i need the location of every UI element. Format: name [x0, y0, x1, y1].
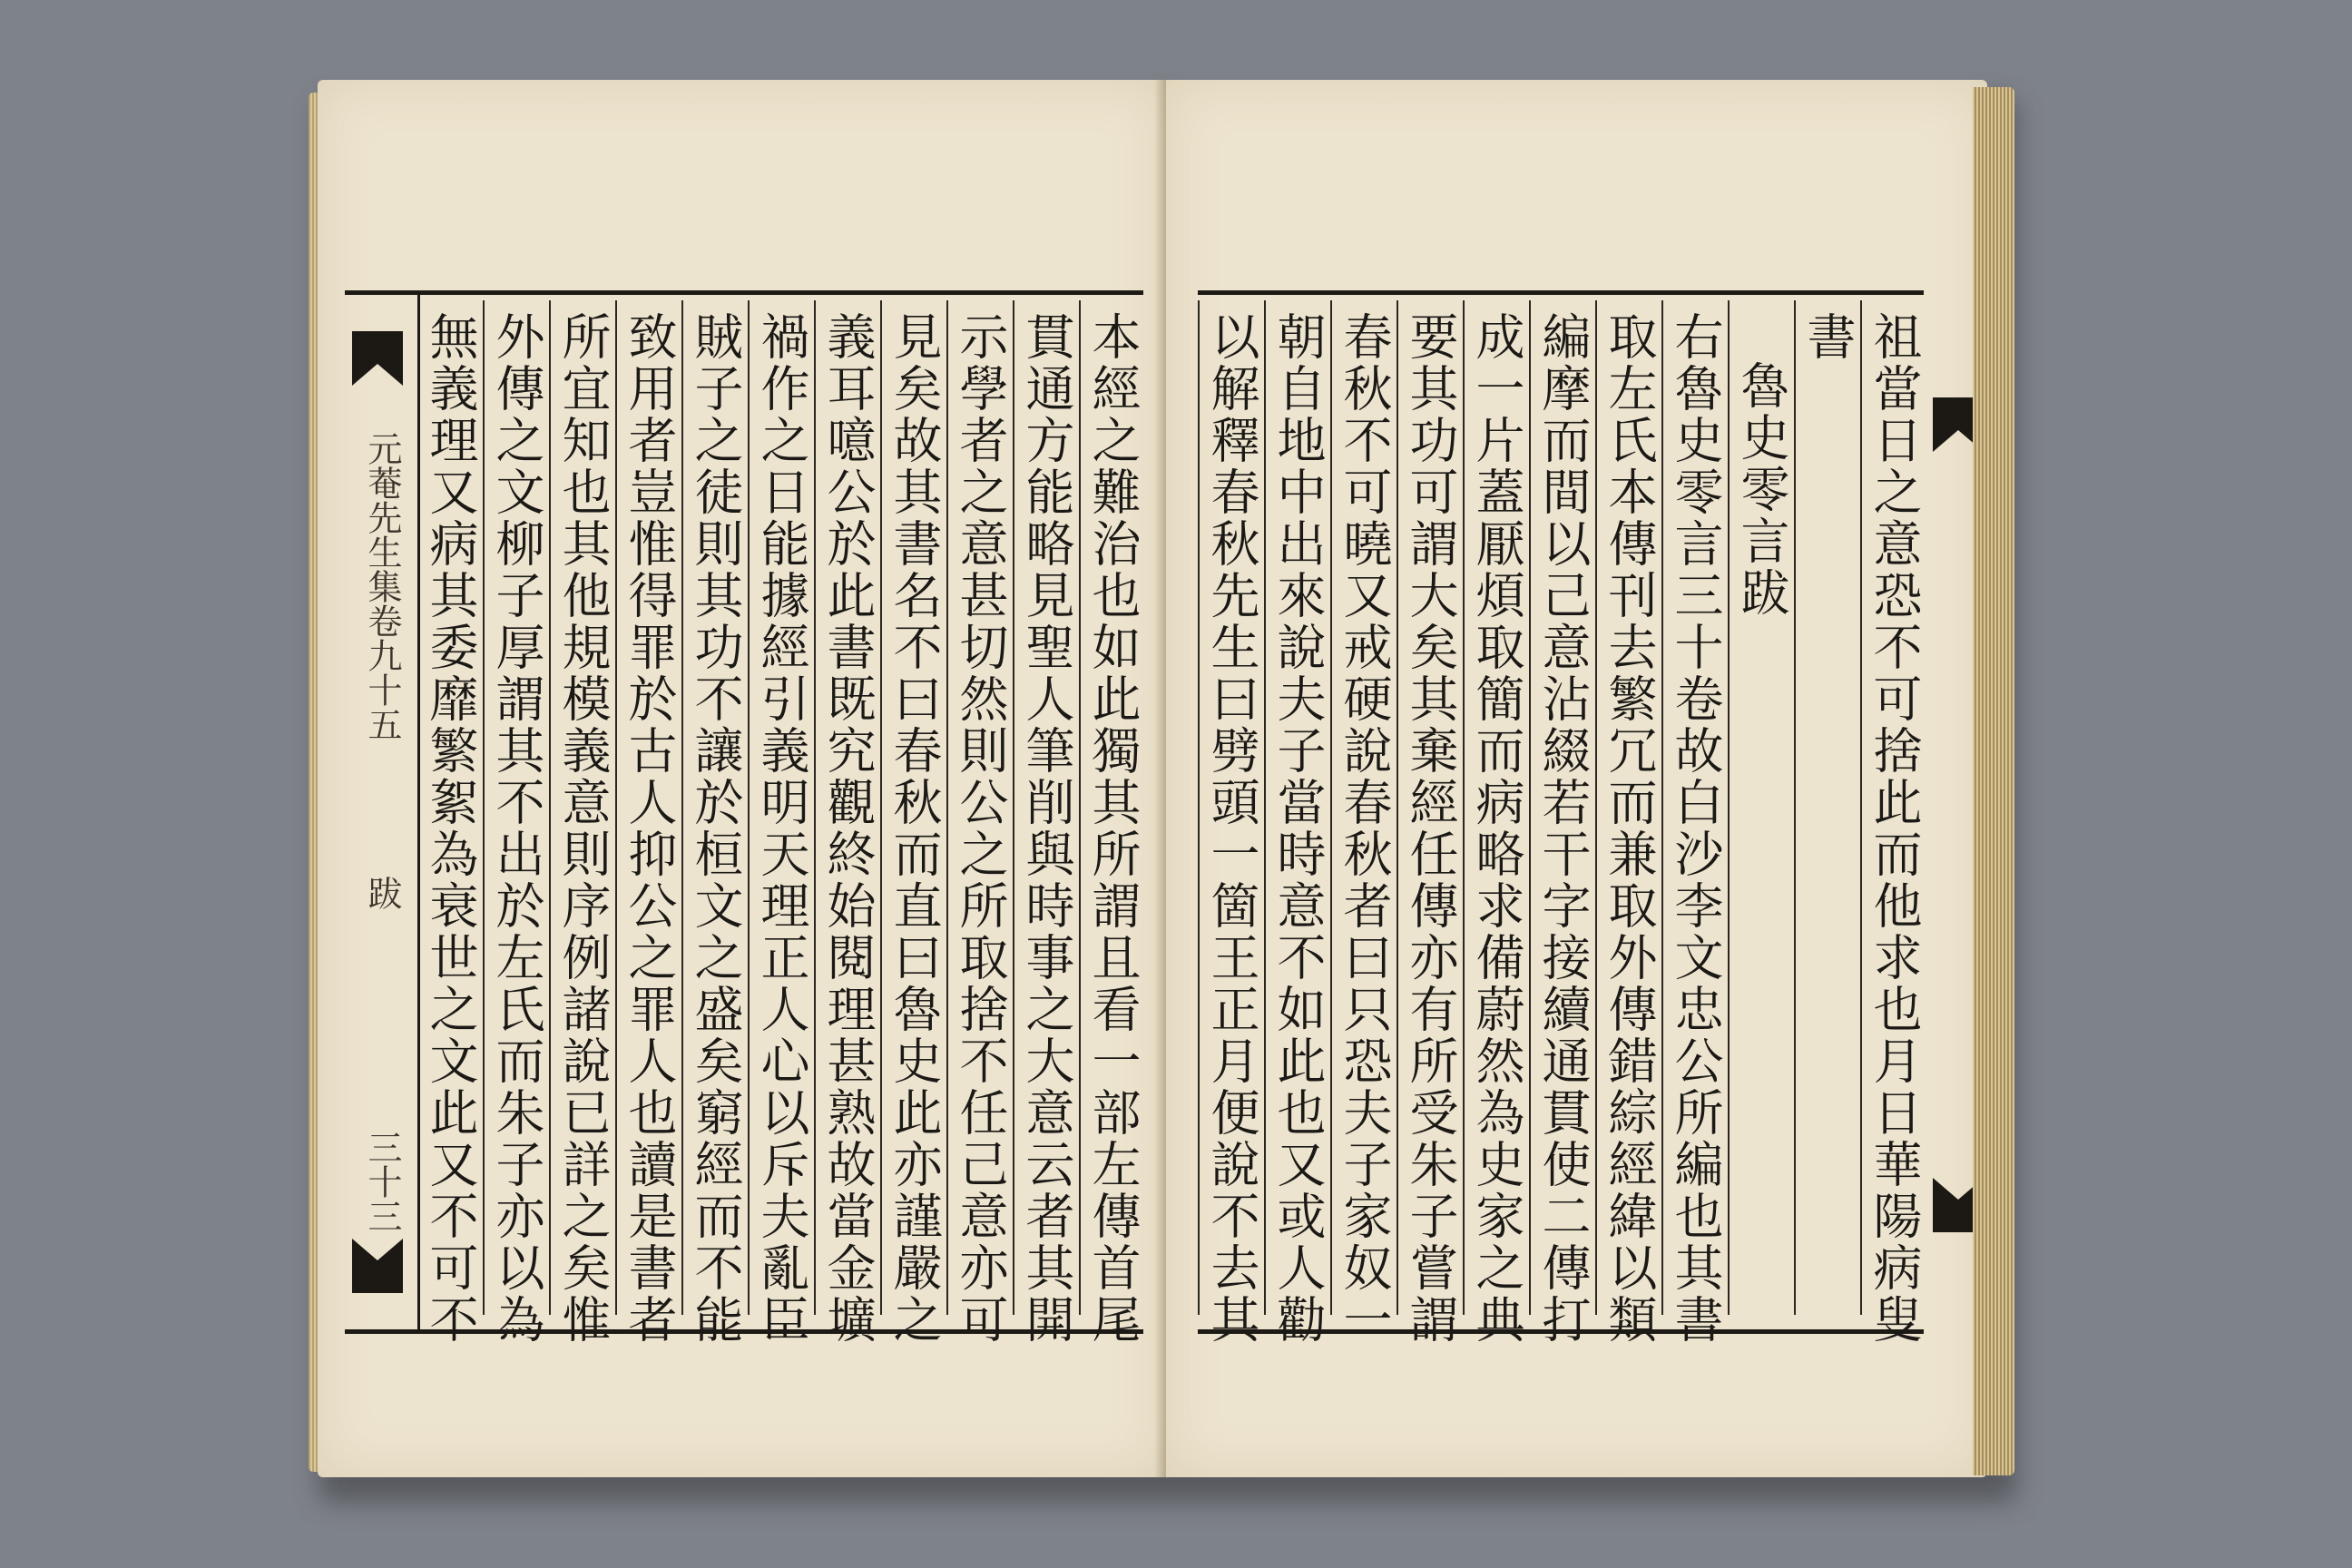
text-column-11: 無義理又病其委靡繁絮為衰世之文此又不可不 — [422, 311, 479, 1346]
text-column-6: 編摩而間以己意沾綴若干字接續通貫使二傳打 — [1534, 311, 1592, 1346]
text-column-11: 以解釋春秋先生曰劈頭一箇王正月便說不去其 — [1203, 311, 1260, 1346]
column-rule — [1198, 300, 1200, 1315]
text-column-7: 成一片蓋厭煩取簡而病略求備蔚然為史家之典 — [1468, 311, 1525, 1346]
section-label: 跋 — [362, 876, 402, 910]
colophon-title: 魯史零言跋 — [1733, 360, 1790, 619]
text-column-4: 右魯史零言三十卷故白沙李文忠公所編也其書 — [1667, 311, 1724, 1346]
text-column-2: 書 — [1799, 311, 1857, 363]
column-rule — [946, 300, 948, 1315]
column-rule — [1264, 300, 1266, 1315]
text-column-9: 所宜知也其他規模義意則序例諸說已詳之矣惟 — [554, 311, 612, 1346]
column-rule — [681, 300, 683, 1315]
column-rule — [615, 300, 617, 1315]
text-column-1: 祖當日之意恐不可捨此而他求也月日華陽病叟 — [1866, 311, 1923, 1346]
text-column-5: 義耳噫公於此書既究觀終始閱理甚熟故當金壙 — [819, 311, 877, 1346]
text-column-8: 致用者豈惟得罪於古人抑公之罪人也讀是書者 — [621, 311, 678, 1346]
text-column-5: 取左氏本傳刊去繁冗而兼取外傳錯綜經緯以類 — [1601, 311, 1658, 1346]
column-rule — [1794, 300, 1796, 1315]
page-number: 三十三 — [362, 1130, 402, 1233]
right-page — [1166, 80, 1987, 1477]
text-column-3: 示學者之意甚切然則公之所取捨不任己意亦可 — [952, 311, 1009, 1346]
right-page-edges — [1973, 87, 2014, 1475]
right-text-frame — [1198, 290, 1924, 1346]
text-column-9: 春秋不可曉又戒硬說春秋者曰只恐夫子家奴一 — [1336, 311, 1393, 1346]
column-rule — [483, 300, 485, 1315]
open-book — [309, 80, 2014, 1486]
column-rule — [1728, 300, 1730, 1315]
column-rule — [1079, 300, 1081, 1315]
column-rule — [549, 300, 551, 1315]
text-column-6: 禍作之日能據經引義明天理正人心以斥夫亂臣 — [753, 311, 810, 1346]
column-rule — [1595, 300, 1597, 1315]
column-rule — [880, 300, 882, 1315]
text-column-10: 朝自地中出來說夫子當時意不如此也又或人勸 — [1269, 311, 1327, 1346]
center-fold-strip — [347, 295, 420, 1329]
text-column-1: 本經之難治也如此獨其所謂且看一部左傳首尾 — [1084, 311, 1142, 1346]
column-rule — [1463, 300, 1465, 1315]
text-column-2: 貫通方能略見聖人筆削與時事之大意云者其開 — [1018, 311, 1075, 1346]
text-column-4: 見矣故其書名不曰春秋而直曰魯史此亦謹嚴之 — [886, 311, 943, 1346]
text-column-8: 要其功可謂大矣其棄經任傳亦有所受朱子嘗謂 — [1402, 311, 1459, 1346]
column-rule — [748, 300, 750, 1315]
column-rule — [1860, 300, 1862, 1315]
volume-title: 元菴先生集卷九十五 — [362, 431, 402, 741]
column-rule — [1396, 300, 1398, 1315]
text-column-7: 賊子之徒則其功不讓於桓文之盛矣窮經而不能 — [687, 311, 744, 1346]
left-page — [318, 80, 1166, 1477]
left-text-frame — [345, 290, 1143, 1346]
lower-fish-tail-mark — [352, 1239, 403, 1293]
column-rule — [1661, 300, 1663, 1315]
upper-fish-tail-mark — [352, 331, 403, 386]
column-rule — [1330, 300, 1332, 1315]
column-rule — [1013, 300, 1014, 1315]
column-rule — [1529, 300, 1531, 1315]
column-rule — [814, 300, 816, 1315]
text-column-10: 外傳之文柳子厚謂其不出於左氏而朱子亦以為 — [488, 311, 545, 1346]
